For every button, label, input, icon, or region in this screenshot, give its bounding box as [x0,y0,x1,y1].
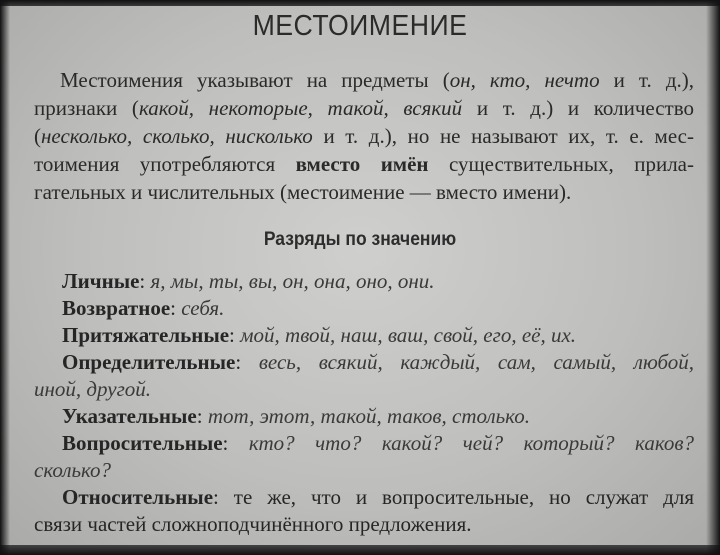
category-interrogative [34,430,694,457]
category-label: Возвратное [62,296,171,320]
page-title: МЕСТОИМЕНИЕ [252,10,468,42]
category-label: Притяжательные [62,323,230,347]
intro-paragraph [34,66,694,206]
category-examples: сколько? [34,458,112,482]
category-reflexive [34,295,694,322]
category-separator: : [235,350,259,374]
category-examples: иной, другой. [34,377,152,401]
intro-text: и т. д.), но не называют их, т. е. мес- [312,124,694,148]
category-interrogative-continued [34,457,694,484]
category-label: Определительные [62,350,236,374]
intro-line [34,122,694,150]
intro-line: гательных и числительных (местоимение — вместо имени). [34,180,572,204]
category-demonstrative [34,403,694,430]
intro-text: существительных, прила- [428,152,694,176]
intro-text: и т. д.) и количество [462,96,695,120]
category-separator: : [229,323,241,347]
category-label: Относительные [62,485,214,509]
category-examples: себя. [181,296,225,320]
intro-examples: несколько, сколько, нисколько [41,124,313,148]
category-determinative [34,349,694,376]
intro-text: и т. д.), [599,68,694,92]
intro-line [34,150,694,178]
category-examples: я, мы, ты, вы, он, она, оно, они. [150,269,435,293]
intro-examples: он, кто, нечто [449,68,600,92]
category-personal [34,268,694,295]
category-possessive [34,322,694,349]
category-separator: : [196,404,208,428]
intro-text: тоимения употребляются [34,152,296,176]
category-relative-continued [34,511,694,538]
category-determinative-continued [34,376,694,403]
category-description: те же, что и вопросительные, но служат для [233,485,694,509]
category-examples: весь, всякий, каждый, сам, самый, любой, [258,350,695,374]
intro-line [34,94,694,122]
photo-edge-top [0,0,720,6]
section-subtitle: Разряды по значению [263,229,457,250]
category-separator: : [222,431,249,455]
category-examples: кто? что? какой? чей? который? каков? [248,431,694,455]
photo-edge-left [0,0,10,555]
category-examples: тот, этот, такой, таков, столько. [207,404,530,428]
category-separator: : [213,485,234,509]
category-description: связи частей сложноподчинённого предложения. [34,512,472,536]
intro-text: признаки ( [34,96,139,120]
photo-edge-bottom [0,545,720,555]
pronoun-categories-list [34,268,694,538]
photo-edge-right [706,0,720,555]
intro-text: Местоимения указывают на предметы ( [60,68,450,92]
category-separator: : [170,296,182,320]
category-relative [34,484,694,511]
intro-examples: какой, некоторые, такой, всякий [138,96,463,120]
intro-emphasis: вместо имён [295,152,429,176]
category-examples: мой, твой, наш, ваш, свой, его, её, их. [240,323,577,347]
category-label: Вопросительные [62,431,223,455]
category-label: Указательные [62,404,197,428]
category-label: Личные [62,269,140,293]
category-separator: : [139,269,151,293]
intro-text: ( [34,124,41,148]
intro-line [34,66,694,94]
